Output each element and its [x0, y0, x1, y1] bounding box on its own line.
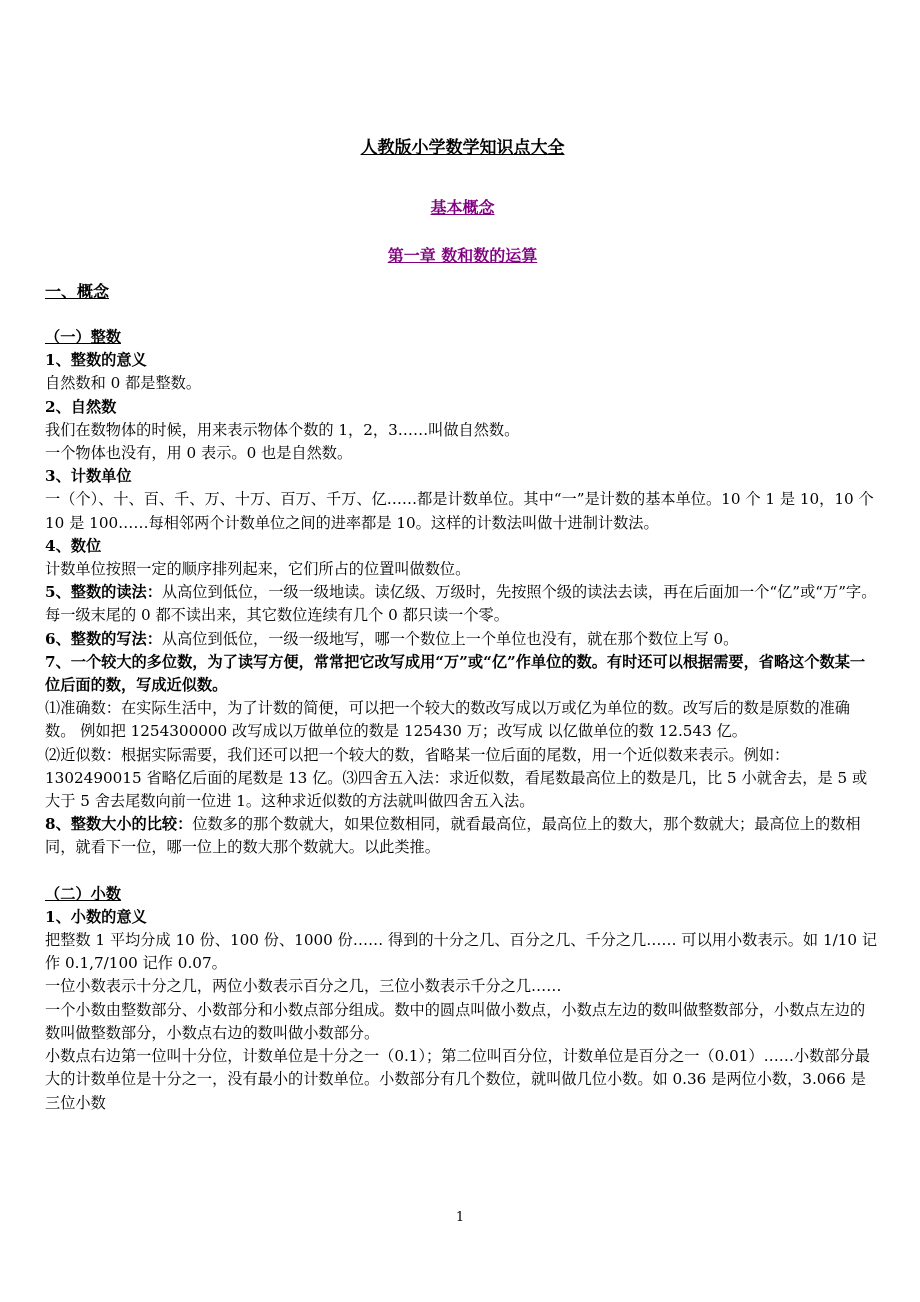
document-body [45, 326, 880, 1115]
spacer [45, 860, 880, 883]
section-concepts-heading: 一、概念 [45, 282, 110, 301]
integers-h6: 6、整数的写法： [45, 629, 162, 648]
integers-p3: 一（个）、十、百、千、万、十万、百万、千万、亿……都是计数单位。其中“一”是计数的基本单位。10 个 1 是 10，10 个 10 是 100……每相邻两个计数单位之间的进率都是 10。这样的计数法叫做十进制计数法。 [45, 490, 874, 532]
integers-p10-para [45, 813, 880, 859]
document-title: 人教版小学数学知识点大全 [360, 138, 565, 158]
decimals-h1: 1、小数的意义 [45, 907, 147, 926]
integers-p2a: 我们在数物体的时候，用来表示物体个数的 1，2，3……叫做自然数。 [45, 420, 520, 439]
decimals-p1: 把整数 1 平均分成 10 份、100 份、1000 份…… 得到的十分之几、百分之几、千分之几…… 可以用小数表示。如 1/10 记作 0.1,7/100 记作 0.07。 [45, 931, 878, 973]
integers-p4: 计数单位按照一定的顺序排列起来，它们所占的位置叫做数位。 [45, 560, 471, 579]
integers-p10: 位数多的那个数就大，如果位数相同，就看最高位，最高位上的数大，那个数就大；最高位上的数相同，就看下一位，哪一位上的数大那个数就大。以此类推。 [45, 815, 861, 857]
decimals-p2: 一位小数表示十分之几，两位小数表示百分之几，三位小数表示千分之几…… [45, 977, 562, 996]
integers-p9: ⑵近似数：根据实际需要，我们还可以把一个较大的数，省略某一位后面的尾数，用一个近似数来表示。例如： 1302490015 省略亿后面的尾数是 13 亿。⑶四舍五入法：求近似数，看尾数最高位上的数是几，比 5 小就舍去，是 5 或大于 5 舍去尾数向前一位进 1。这种求近似数的方法就叫做四舍五入法。 [45, 745, 868, 811]
integers-heading: （一）整数 [45, 328, 121, 346]
integers-p8: ⑴准确数：在实际生活中，为了计数的简便，可以把一个较大的数改写成以万或亿为单位的数。改写后的数是原数的准确数。 例如把 1254300000 改写成以万做单位的数是 125430 万；改写成 以亿做单位的数 12.543 亿。 [45, 699, 850, 741]
chapter-title: 第一章 数和数的运算 [387, 246, 538, 265]
integers-h4: 4、数位 [45, 536, 102, 555]
integers-p2b: 一个物体也没有，用 0 表示。0 也是自然数。 [45, 444, 353, 463]
integers-h2: 2、自然数 [45, 397, 117, 416]
integers-p5: 从高位到低位，一级一级地读。读亿级、万级时，先按照个级的读法去读，再在后面加一个“亿”或“万”字。每一级末尾的 0 都不读出来，其它数位连续有几个 0 都只读一个零。 [45, 583, 877, 625]
integers-p1: 自然数和 0 都是整数。 [45, 374, 202, 393]
integers-h3: 3、计数单位 [45, 467, 132, 486]
decimals-p3: 一个小数由整数部分、小数部分和小数点部分组成。数中的圆点叫做小数点，小数点左边的数叫做整数部分，小数点左边的数叫做整数部分，小数点右边的数叫做小数部分。 [45, 1000, 866, 1042]
integers-p5-para [45, 581, 880, 627]
integers-p7: 7、一个较大的多位数，为了读写方便，常常把它改写成用“万”或“亿”作单位的数。有时还可以根据需要，省略这个数某一位后面的数，写成近似数。 [45, 652, 866, 695]
decimals-p4: 小数点右边第一位叫十分位，计数单位是十分之一（0.1）；第二位叫百分位，计数单位是百分之一（0.01）……小数部分最大的计数单位是十分之一，没有最小的计数单位。小数部分有几个数位，就叫做几位小数。如 0.36 是两位小数，3.066 是三位小数 [45, 1047, 870, 1112]
integers-h5: 5、整数的读法： [45, 583, 162, 602]
integers-p6-para [45, 628, 880, 651]
integers-h1: 1、整数的意义 [45, 351, 147, 370]
page-number: 1 [455, 1210, 465, 1225]
integers-h8: 8、整数大小的比较： [45, 815, 193, 834]
integers-p6: 从高位到低位，一级一级地写，哪一个数位上一个单位也没有，就在那个数位上写 0。 [161, 629, 739, 648]
decimals-heading: （二）小数 [45, 884, 121, 903]
section-basic-concepts: 基本概念 [430, 198, 495, 217]
